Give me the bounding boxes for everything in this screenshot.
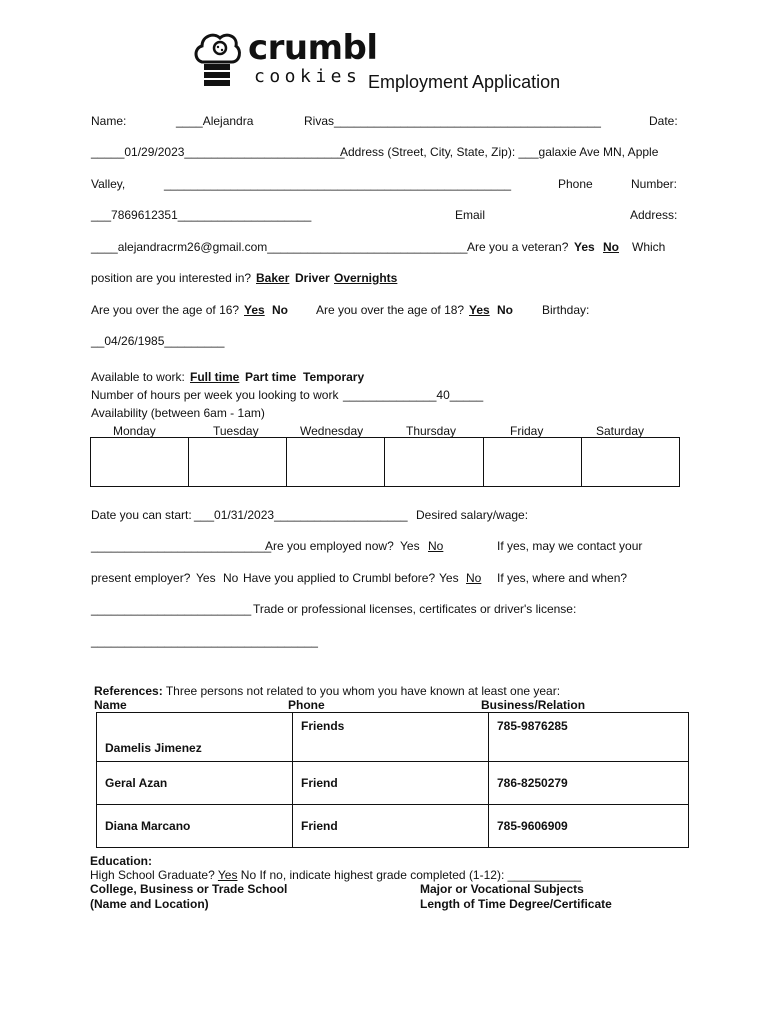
hs-line [90, 868, 581, 882]
hs-rest: No If no, indicate highest grade completed (1-12): [240, 868, 505, 882]
day-tuesday: Tuesday [213, 424, 259, 438]
date-field[interactable]: _____01/29/2023________________________ [91, 145, 345, 159]
full-time-option[interactable]: Full time [190, 370, 240, 384]
length-label: Length of Time Degree/Certificate [420, 897, 612, 911]
employed-no-option[interactable]: No [428, 539, 444, 553]
ref-phone-cell[interactable]: 785-9876285 [489, 713, 689, 762]
day-wednesday: Wednesday [300, 424, 364, 438]
salary-label: Desired salary/wage: [416, 508, 529, 522]
email-field[interactable]: ____alejandracrm26@gmail.com______________________________ [91, 240, 468, 254]
part-time-option[interactable]: Part time [245, 370, 297, 384]
over16-question: Are you over the age of 16? [91, 303, 240, 317]
availability-saturday-cell[interactable] [581, 438, 679, 487]
position-question: position are you interested in? [91, 271, 252, 285]
day-thursday: Thursday [406, 424, 457, 438]
hours-label: Number of hours per week you looking to work [91, 388, 339, 402]
position-driver-option[interactable]: Driver [295, 271, 330, 285]
table-row [97, 762, 689, 805]
logo-sub: cookies [254, 66, 362, 87]
ref-name-cell[interactable]: Geral Azan [97, 762, 293, 805]
availability-thursday-cell[interactable] [385, 438, 483, 487]
email-address-label: Address: [630, 208, 678, 222]
name-last-field[interactable]: Rivas________________________________________ [304, 114, 601, 128]
which-label: Which [632, 240, 666, 254]
availability-wednesday-cell[interactable] [287, 438, 385, 487]
hs-grade-field[interactable]: ___________ [507, 868, 582, 882]
veteran-question: Are you a veteran? [467, 240, 569, 254]
references-desc: Three persons not related to you whom you have known at least one year: [165, 684, 561, 698]
contact-question: If yes, may we contact your [497, 539, 643, 553]
employed-yes-option[interactable]: Yes [400, 539, 420, 553]
col-phone-header: Phone [288, 698, 325, 712]
address-field[interactable]: Address (Street, City, State, Zip): ___galaxie Ave MN, Apple [340, 145, 659, 159]
college-label: College, Business or Trade School [90, 882, 288, 896]
table-row [97, 713, 689, 762]
where-when-question: If yes, where and when? [497, 571, 628, 585]
where-when-field[interactable]: ________________________ [91, 602, 252, 616]
phone-label: Phone [558, 177, 593, 191]
ref-relation-cell[interactable]: Friend [293, 762, 489, 805]
day-saturday: Saturday [596, 424, 645, 438]
availability-grid [90, 437, 680, 487]
education-heading: Education: [90, 854, 152, 868]
number-label: Number: [631, 177, 678, 191]
date-label: Date: [649, 114, 678, 128]
name-label: Name: [91, 114, 127, 128]
available-label: Available to work: [91, 370, 185, 384]
ref-phone-cell[interactable]: 785-9606909 [489, 805, 689, 848]
birthday-field[interactable]: __04/26/1985_________ [91, 334, 225, 348]
references-heading [94, 684, 560, 698]
over18-yes-option[interactable]: Yes [469, 303, 490, 317]
address-cont: Valley, [91, 177, 126, 191]
references-label: References: [94, 684, 163, 698]
day-friday: Friday [510, 424, 544, 438]
over16-no-option[interactable]: No [272, 303, 288, 317]
applied-yes-option[interactable]: Yes [439, 571, 459, 585]
temporary-option[interactable]: Temporary [303, 370, 365, 384]
start-field[interactable]: ___01/31/2023____________________ [194, 508, 408, 522]
email-label: Email [455, 208, 486, 222]
page-title: Employment Application [368, 72, 561, 92]
logo-brand: crumbl [248, 28, 378, 68]
col-name-header: Name [94, 698, 127, 712]
col-business-header: Business/Relation [481, 698, 586, 712]
availability-monday-cell[interactable] [91, 438, 189, 487]
references-table [96, 712, 689, 848]
over18-question: Are you over the age of 18? [316, 303, 465, 317]
availability-label: Availability (between 6am - 1am) [91, 406, 265, 420]
hours-field[interactable]: ______________40_____ [343, 388, 484, 402]
birthday-label: Birthday: [542, 303, 590, 317]
table-row [97, 805, 689, 848]
ref-phone-cell[interactable]: 786-8250279 [489, 762, 689, 805]
present-employer-label: present employer? [91, 571, 191, 585]
major-label: Major or Vocational Subjects [420, 882, 584, 896]
name-first-field[interactable]: ____Alejandra [176, 114, 254, 128]
licenses-label: Trade or professional licenses, certificates or driver's license: [253, 602, 577, 616]
start-label: Date you can start: [91, 508, 192, 522]
chef-cookie-logo-icon [192, 30, 242, 90]
availability-friday-cell[interactable] [483, 438, 581, 487]
applied-question: Have you applied to Crumbl before? [243, 571, 436, 585]
hs-question: High School Graduate? [90, 868, 215, 882]
name-location-label: (Name and Location) [90, 897, 209, 911]
veteran-no-option[interactable]: No [603, 240, 619, 254]
ref-name-cell[interactable]: Diana Marcano [97, 805, 293, 848]
day-monday: Monday [113, 424, 156, 438]
hs-yes-option[interactable]: Yes [217, 868, 238, 882]
present-yes-option[interactable]: Yes [196, 571, 216, 585]
ref-relation-cell[interactable]: Friend [293, 805, 489, 848]
phone-field[interactable]: ___7869612351____________________ [91, 208, 312, 222]
veteran-yes-option[interactable]: Yes [574, 240, 595, 254]
position-baker-option[interactable]: Baker [256, 271, 290, 285]
position-overnights-option[interactable]: Overnights [334, 271, 398, 285]
ref-name-cell[interactable]: Damelis Jimenez [97, 713, 293, 762]
availability-tuesday-cell[interactable] [189, 438, 287, 487]
present-no-option[interactable]: No [223, 571, 239, 585]
employed-question: Are you employed now? [265, 539, 394, 553]
salary-field[interactable]: ___________________________ [91, 539, 272, 553]
over16-yes-option[interactable]: Yes [244, 303, 265, 317]
over18-no-option[interactable]: No [497, 303, 513, 317]
licenses-field[interactable]: __________________________________ [91, 634, 318, 648]
applied-no-option[interactable]: No [466, 571, 482, 585]
address-blank-field[interactable]: ____________________________________________________ [164, 177, 512, 191]
ref-relation-cell[interactable]: Friends [293, 713, 489, 762]
